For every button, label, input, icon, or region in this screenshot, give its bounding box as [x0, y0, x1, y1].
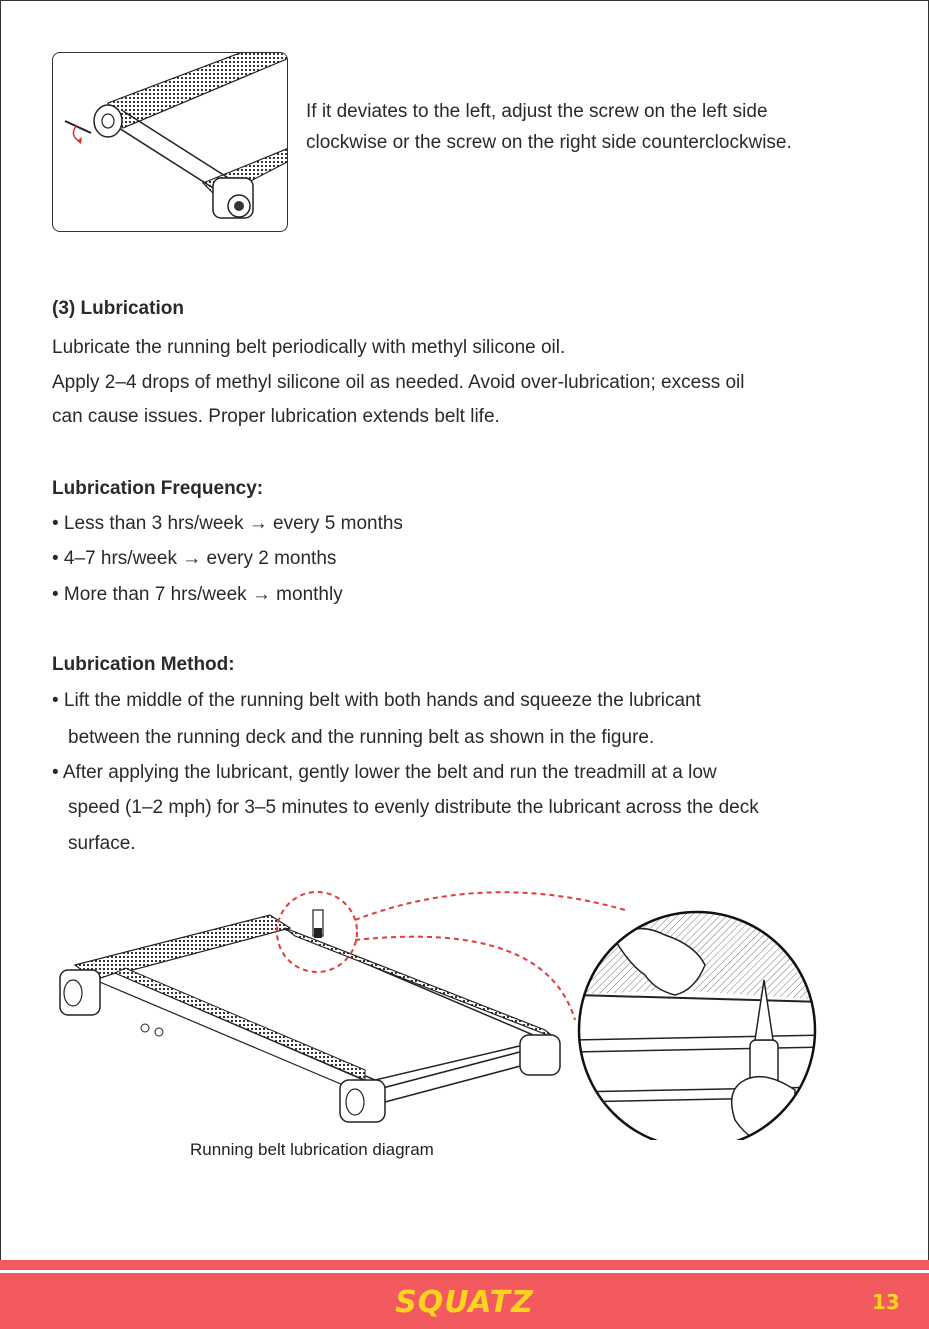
screw-adjustment-figure: [52, 52, 288, 232]
brand-logo: SQUATZ: [395, 1285, 534, 1320]
method-heading: Lubrication Method:: [52, 654, 235, 675]
frequency-item: • More than 7 hrs/week → monthly: [52, 584, 343, 605]
lubrication-diagram: [55, 880, 875, 1140]
method-item-2-line-2: speed (1–2 mph) for 3–5 minutes to evenly distribute the lubricant across the deck: [68, 797, 759, 818]
lubrication-line-1: Lubricate the running belt periodically with methyl silicone oil.: [52, 337, 566, 358]
frequency-item: • Less than 3 hrs/week → every 5 months: [52, 513, 403, 534]
method-item-1-line-1: • Lift the middle of the running belt with both hands and squeeze the lubricant: [52, 690, 701, 711]
frequency-item: • 4–7 hrs/week → every 2 months: [52, 548, 337, 569]
method-item-1-line-2: between the running deck and the running belt as shown in the figure.: [68, 727, 655, 748]
intro-line-1: If it deviates to the left, adjust the screw on the left side: [306, 101, 768, 122]
footer-stripe: [0, 1270, 929, 1273]
method-item-2-line-1: • After applying the lubricant, gently lower the belt and run the treadmill at a low: [52, 762, 717, 783]
lubrication-line-3: can cause issues. Proper lubrication extends belt life.: [52, 406, 500, 427]
treadmill-corner-illustration: [53, 53, 288, 232]
intro-paragraph: [306, 96, 896, 158]
intro-line-2: clockwise or the screw on the right side counterclockwise.: [306, 132, 792, 153]
lubrication-heading: (3) Lubrication: [52, 298, 184, 319]
method-item-2-line-3: surface.: [68, 833, 136, 854]
frequency-heading: Lubrication Frequency:: [52, 478, 264, 499]
lubrication-line-2: Apply 2–4 drops of methyl silicone oil as needed. Avoid over-lubrication; excess oil: [52, 372, 745, 393]
page-number: 13: [872, 1290, 900, 1314]
figure-caption: Running belt lubrication diagram: [190, 1140, 434, 1159]
